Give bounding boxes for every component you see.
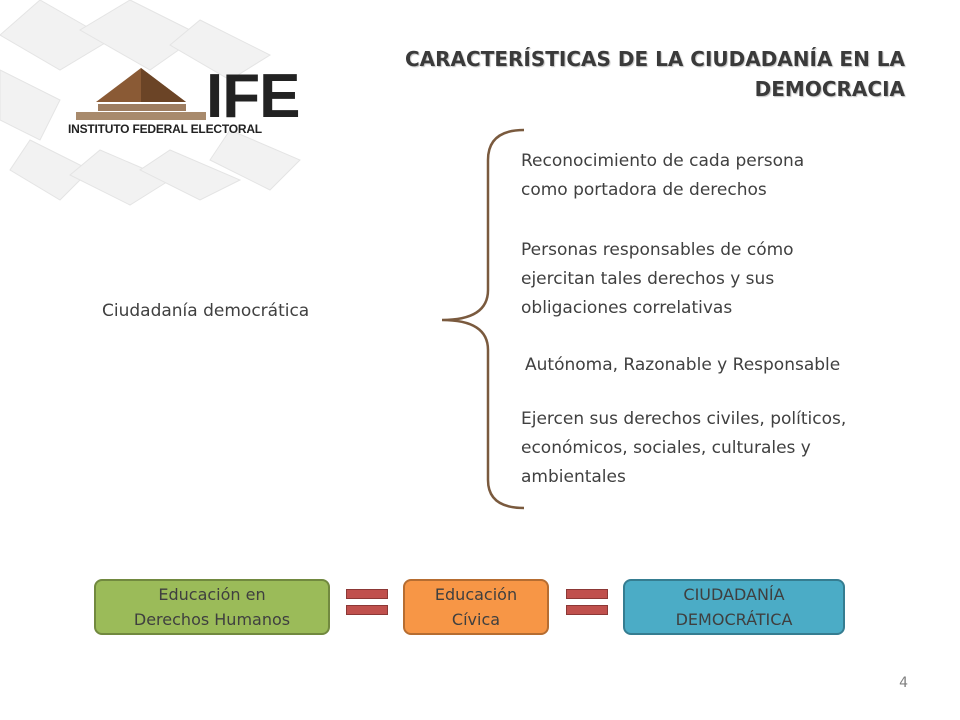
concept-label: Ciudadanía democrática (102, 301, 310, 321)
equals-sign-icon (346, 605, 388, 615)
logo-subtitle: INSTITUTO FEDERAL ELECTORAL (68, 122, 262, 136)
ife-logo (66, 62, 300, 142)
characteristic-item: Ejercen sus derechos civiles, políticos, económicos, sociales, culturales y ambientales (521, 409, 847, 487)
equals-sign-icon (566, 605, 608, 615)
ballot-box-icon (76, 62, 206, 124)
page-title (345, 44, 905, 104)
logo-mark: IFE (206, 62, 300, 131)
equals-sign-icon (346, 589, 388, 599)
equals-sign-icon (566, 589, 608, 599)
equation-box-human-rights-education: Educación en Derechos Humanos (94, 579, 330, 635)
equation-box-democratic-citizenship: CIUDADANÍA DEMOCRÁTICA (623, 579, 845, 635)
title-line-1: CARACTERÍSTICAS DE LA CIUDADANÍA EN LA (404, 47, 905, 71)
title-line-2: DEMOCRACIA (754, 77, 905, 101)
characteristic-item: Reconocimiento de cada persona como portadora de derechos (521, 151, 805, 200)
equation-box-civic-education: Educación Cívica (403, 579, 549, 635)
characteristic-item: Autónoma, Razonable y Responsable (525, 355, 841, 375)
characteristic-item: Personas responsables de cómo ejercitan tales derechos y sus obligaciones correlativas (521, 240, 794, 318)
page-number: 4 (899, 675, 908, 691)
